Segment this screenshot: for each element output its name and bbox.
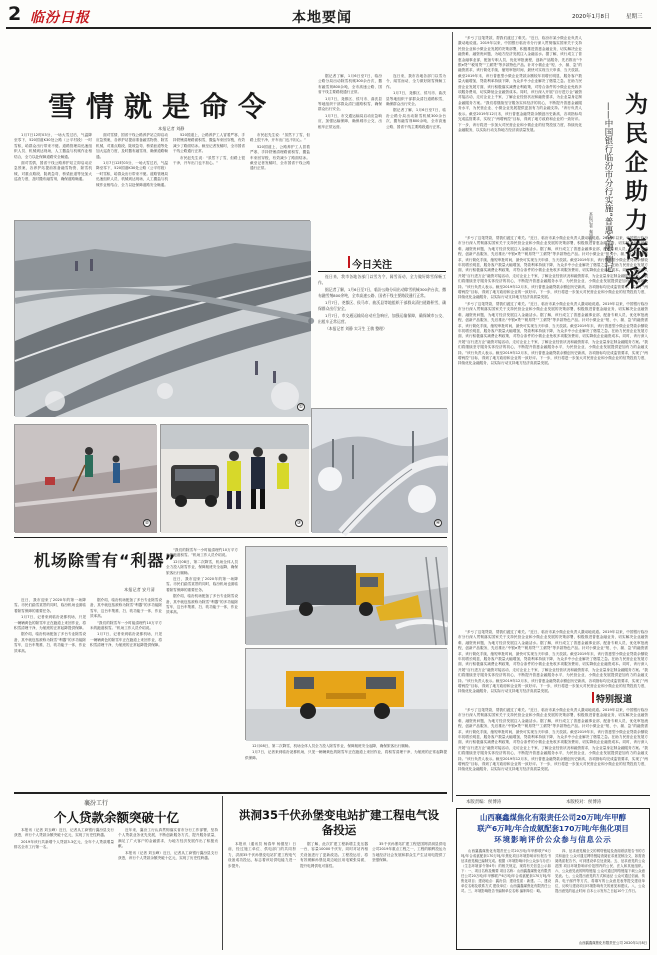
today-item: 1月7日，尧都区、侯马市、曲沃县等地组织干部群众清扫道路积雪，确保群众出行安全。 [318,300,446,311]
upper-mid-text-2: 连日来，我市各地各部门以雪为令，闻雪而动，全力做好除雪保畅工作。 1月7日，尧都区、侯马市、曲沃县等地组织干部群众清扫道路积雪，确保群众出行安全。 据记者了解，1月6日至7日，临汾公路分局出动除雪机械300余台次，撒布融雪剂800余吨，全市高速公路、国省干线主要路段通行正常。 [386,74,446,129]
page-editor: 本版责编：侯博涛 [466,800,502,805]
special-red-bar [592,692,594,703]
today-item: 据记者了解，1月6日至7日，临汾公路分局出动除雪机械300余台次，撒布融雪剂800余吨，全市高速公路、国省干线主要路段通行正常。 [318,287,446,298]
section-title: 本地要闻 [292,10,352,26]
highway-illustration [15,221,311,417]
snow-body-col4 [250,133,310,213]
divider [14,792,447,794]
notice-title-line3: 环境影响评价公众参与信息公示 [494,835,612,844]
machine-col2: 据介绍，临汾机场配备了多台专业除雪设备，其中就包括被称为除雪“利器”的多功能除雪车，这台车集推、扫、吹功能于一体，作业效率高。 “我们的除雪车一小时能清理约10万平方米的跑道积雪。”机场工作人员介绍说。 1月7日，记者来到临汾尧都机场，只见一辆辆黄色的除雪车正在跑道上来回作业，将积雪清理干净，为航班的正常起降提供保障。 [90,598,163,648]
bank-vertical-subhead: ——中国银行临汾市分行实施“普惠金融”侧记 [603,102,613,273]
bank-byline: 本报记者 秦旭红 [589,212,594,242]
snow-paragraph: 520国道上，公路养护工人冒着严寒，手持铁锹清理路面积雪，撒盐车来回穿梭，有效减少了路面结冰。截至记者发稿时，全市国省干线公路通行正常。 [173,133,245,154]
snow-paragraph: 面对雪情，国省干线公路养护站立即启动应急预案，各养护站提前准备融雪物资、除雪机械，对重点路段、陡坡急弯、桥梁匝道等处加大巡查力度，及时撒布融雪剂，确保道路畅通。 [96,133,168,159]
bank-body-main: “多亏了这笔贷款，帮我们渡过了难关。”近日，临汾市某小微企业负责人激动地说道。2019年以来，中国银行临汾市分行深入贯彻落实国家关于支持民营企业和小微企业发展的决策部署，积极推进普惠金融业务，切实解决企业融资难、融资贵问题，为地方经济发展注入金融活水。据了解，该行成立了普惠金融事业部，配备专职人员，优化审批流程，创新产品服务，先后推出“中银e贷”“税易贷”“工薪贷”等多款特色产品。针对小微企业“短、小、频、急”的融资需求，该行简化手续，缩短审批时间，最快可实现当天申请、当天放款。截至2019年末，该行普惠型小微企业贷款余额较年初增长明显，服务客户数量大幅增加，贷款利率持续下降，为众多中小企业解决了燃眉之急。在助力民营企业发展方面，该行积极落实减费让利政策，对符合条件的小微企业免收多项服务费用，切实降低企业融资成本。同时，该行深入开展“百行进万企”融资对接活动，走访企业上千家，了解企业经营状况和融资需求，为企业量身定制金融服务方案。“我们将继续坚守服务实体经济的初心，不断提升普惠金融服务水平，为民营企业、小微企业发展提供更加有力的金融支持。”该行负责人表示。截至2019年12月末，该行普惠金融贷款余额创历史新高，各项指标均完成监管要求，实现了“两增两控”目标，得到了地方政府和企业的一致好评。下一步，该行将进一步加大对民营企业和小微企业的信贷投放力度，持续优化金融服务，以实际行动支持地方经济高质量发展。 “多亏了这笔贷款，帮我们渡过了难关。”近日，临汾市某小微企业负责人激动地说道。2019年以来，中国银行临汾市分行深入贯彻落实国家关于支持民营企业和小微企业发展的决策部署，积极推进普惠金融业务，切实解决企业融资难、融资贵问题，为地方经济发展注入金融活水。据了解，该行成立了普惠金融事业部，配备专职人员，优化审批流程，创新产品服务，先后推出“中银e贷”“税易贷”“工薪贷”等多款特色产品。针对小微企业“短、小、频、急”的融资需求，该行简化手续，缩短审批时间，最快可实现当天申请、当天放款。截至2019年末，该行普惠型小微企业贷款余额较年初增长明显，服务客户数量大幅增加，贷款利率持续下降，为众多中小企业解决了燃眉之急。在助力民营企业发展方面，该行积极落实减费让利政策，对符合条件的小微企业免收多项服务费用，切实降低企业融资成本。同时，该行深入开展“百行进万企”融资对接活动，走访企业上千家，了解企业经营状况和融资需求，为企业量身定制金融服务方案。“我们将继续坚守服务实体经济的初心，不断提升普惠金融服务水平，为民营企业、小微企业发展提供更加有力的金融支持。”该行负责人表示。截至2019年12月末，该行普惠金融贷款余额创历史新高，各项指标均完成监管要求，实现了“两增两控”目标，得到了地方政府和企业的一致好评。下一步，该行将进一步加大对民营企业和小微企业的信贷投放力度，持续优化金融服务，以实际行动支持地方经济高质量发展。 [458,236,648,366]
photo-runway-vehicle [245,648,447,740]
machine-col4: 12月08日，第二次降雪，机场全体人员全力投入除雪作业，保障航班安全起降，确保旅客出行顺畅。 1月7日，记者来到临汾尧都机场，只见一辆辆黄色的除雪车正在跑道上来回作业，将积雪清理干净，为航班的正常起降提供保障。 [245,744,447,760]
today-focus-tag: 今日关注 [352,260,392,271]
power-body-1: 本报讯（通讯员 杨春华 杨德坚）日前，经过施工单位、供电部门的共同努力，洪洞35千伏孙堡变电站扩建工程电气设备成功投运，标志着该站供电能力进一步提升。 [228,842,296,868]
machine-col3: “我们的除雪车一小时能清理约10万平方米的跑道积雪。”机场工作人员介绍说。 12月08日，第二次降雪，机场全体人员全力投入除雪作业，保障航班安全起降，确保旅客出行顺畅。 近日，我市迎来了2020年的第一场降雪。市民们踏雪赏景的同时，临汾机场也面临着除雪保障的重要任务。 据介绍，临汾机场配备了多台专业除雪设备，其中就包括被称为除雪“利器”的多功能除雪车，这台车集推、扫、吹功能于一体，作业效率高。 [166,548,239,615]
photo-number: ③ [296,520,302,526]
today-item: （本报记者 刘静 实习生 王敏 整理） [325,326,387,331]
vertical-divider [222,796,223,950]
photo-street-sweeping [14,424,156,532]
snow-byline: 本报记者 刘静 [158,126,185,131]
divider [456,795,650,796]
notice-title-line1: 山西襄鑫煤焦化有限责任公司20万吨/年甲醇 [479,813,627,822]
snow-paragraph: 市民赵先生说：“虽然下了雪，但路上很干净，开车出门也不担心。” [250,133,310,143]
hill-road-illustration [312,409,448,533]
machine-byline: 本报记者 安月清 [124,587,155,592]
photo-car-pushing [160,424,308,532]
machine-headline: 机场除雪有“利器” [34,551,177,570]
notice-title-line2: 联产6万吨/年合成氨配套170万吨/年焦化项目 [477,824,629,833]
masthead [6,4,651,26]
divider [14,537,447,538]
bank-body-tail: “多亏了这笔贷款，帮我们渡过了难关。”近日，临汾市某小微企业负责人激动地说道。2019年以来，中国银行临汾市分行深入贯彻落实国家关于支持民营企业和小微企业发展的决策部署，积极推进普惠金融业务，切实解决企业融资难、融资贵问题，为地方经济发展注入金融活水。据了解，该行成立了普惠金融事业部，配备专职人员，优化审批流程，创新产品服务，先后推出“中银e贷”“税易贷”“工薪贷”等多款特色产品。针对小微企业“短、小、频、急”的融资需求，该行简化手续，缩短审批时间，最快可实现当天申请、当天放款。截至2019年末，该行普惠型小微企业贷款余额较年初增长明显，服务客户数量大幅增加，贷款利率持续下降，为众多中小企业解决了燃眉之急。在助力民营企业发展方面，该行积极落实减费让利政策，对符合条件的小微企业免收多项服务费用，切实降低企业融资成本。同时，该行深入开展“百行进万企”融资对接活动，走访企业上千家，了解企业经营状况和融资需求，为企业量身定制金融服务方案。“我们将继续坚守服务实体经济的初心，不断提升普惠金融服务水平，为民营企业、小微企业发展提供更加有力的金融支持。”该行负责人表示。截至2019年12月末，该行普惠金融贷款余额创历史新高，各项指标均完成监管要求，实现了“两增两控”目标，得到了地方政府和企业的一致好评。下一步，该行将进一步加大对民营企业和小微企业的信贷投放力度，持续优化金融服务，以实际行动支持地方经济高质量发展。 [458,708,648,772]
special-report-tag: 特别报道 [596,695,633,705]
snow-paragraph: 1月7日12时03分，一场大雪过后，气温降至零下，520国道K30处公路（公平村段）一时雪积，给群众出行带来不便。道路管理局迅速组织人员、机械到达现场，人工撒盐与机械作业相结合，全力以赴保障道路安全畅通。 [96,161,168,187]
snow-headline: 雪情就是命令 [48,90,277,123]
loan-body-1: 本报讯（记者 刘玉峰）近日，记者从工商银行襄汾县支行获悉，该行个人贷款余额突破十亿元，实现了历史性跨越。 2019年该行共新增个人贷款3.3亿元，全年个人贷款增量排名全市工行第一名。 [14,828,114,850]
snow-body-col3 [173,133,245,213]
power-body-2: 据了解，此次扩建工程新增主变压器一台，容量10000千伏安，同时对站内相关设备进行了更新改造。工程投运后，将有效缓解孙堡及周边地区用电紧张局面，提升电网供电可靠性。 [300,842,368,868]
today-rule [318,271,446,272]
bank-body-end: “多亏了这笔贷款，帮我们渡过了难关。”近日，临汾市某小微企业负责人激动地说道。2019年以来，中国银行临汾市分行深入贯彻落实国家关于支持民营企业和小微企业发展的决策部署，积极推进普惠金融业务，切实解决企业融资难、融资贵问题，为地方经济发展注入金融活水。据了解，该行成立了普惠金融事业部，配备专职人员，优化审批流程，创新产品服务，先后推出“中银e贷”“税易贷”“工薪贷”等多款特色产品。针对小微企业“短、小、频、急”的融资需求，该行简化手续，缩短审批时间，最快可实现当天申请、当天放款。截至2019年末，该行普惠型小微企业贷款余额较年初增长明显，服务客户数量大幅增加，贷款利率持续下降，为众多中小企业解决了燃眉之急。在助力民营企业发展方面，该行积极落实减费让利政策，对符合条件的小微企业免收多项服务费用，切实降低企业融资成本。同时，该行深入开展“百行进万企”融资对接活动，走访企业上千家，了解企业经营状况和融资需求，为企业量身定制金融服务方案。“我们将继续坚守服务实体经济的初心，不断提升普惠金融服务水平，为民营企业、小微企业发展提供更加有力的金融支持。”该行负责人表示。截至2019年12月末，该行普惠金融贷款余额创历史新高，各项指标均完成监管要求，实现了“两增两控”目标，得到了地方政府和企业的一致好评。下一步，该行将进一步加大对民营企业和小微企业的信贷投放力度，持续优化金融服务，以实际行动支持地方经济高质量发展。 [458,630,648,694]
page-proofreader: 本版校对：侯博涛 [566,800,602,805]
power-headline: 洪洞35千伏孙堡变电站扩建工程电气设备投运 [238,808,439,837]
runway-vehicle-illustration [246,649,448,741]
today-item: 连日来，我市各地各部门以雪为令，闻雪而动，全力做好除雪保畅工作。 [318,274,446,285]
issue-weekday: 星期三 [626,14,643,20]
loan-headline: 个人贷款余额突破十亿 [54,810,180,825]
public-notice-box [456,808,650,950]
photo-snowy-highway [14,220,310,416]
today-red-bar [348,256,350,268]
masthead-rule [6,27,651,29]
bank-body-top: “多亏了这笔贷款，帮我们渡过了难关。”近日，临汾市某小微企业负责人激动地说道。2019年以来，中国银行临汾市分行深入贯彻落实国家关于支持民营企业和小微企业发展的决策部署，积极推进普惠金融业务，切实解决企业融资难、融资贵问题，为地方经济发展注入金融活水。据了解，该行成立了普惠金融事业部，配备专职人员，优化审批流程，创新产品服务，先后推出“中银e贷”“税易贷”“工薪贷”等多款特色产品。针对小微企业“短、小、频、急”的融资需求，该行简化手续，缩短审批时间，最快可实现当天申请、当天放款。截至2019年末，该行普惠型小微企业贷款余额较年初增长明显，服务客户数量大幅增加，贷款利率持续下降，为众多中小企业解决了燃眉之急。在助力民营企业发展方面，该行积极落实减费让利政策，对符合条件的小微企业免收多项服务费用，切实降低企业融资成本。同时，该行深入开展“百行进万企”融资对接活动，走访企业上千家，了解企业经营状况和融资需求，为企业量身定制金融服务方案。“我们将继续坚守服务实体经济的初心，不断提升普惠金融服务水平，为民营企业、小微企业发展提供更加有力的金融支持。”该行负责人表示。截至2019年12月末，该行普惠金融贷款余额创历史新高，各项指标均完成监管要求，实现了“两增两控”目标，得到了地方政府和企业的一致好评。下一步，该行将进一步加大对民营企业和小微企业的信贷投放力度，持续优化金融服务，以实际行动支持地方经济高质量发展。 [458,36,582,132]
snowplow-illustration [246,547,448,645]
snow-body-col1 [14,133,92,213]
upper-mid-text: 据记者了解，1月6日至7日，临汾公路分局出动除雪机械300余台次，撒布融雪剂800余吨，全市高速公路、国省干线主要路段通行正常。 1月7日，尧都区、侯马市、曲沃县等地组织干部群众清扫道路积雪，确保群众出行安全。 1月7日，市交通运输局启动应急响应，加强运输保障，确保城市公交、出租车正常运营。 [318,74,382,129]
photo-number: ① [298,404,304,410]
notice-footer: 山西襄鑫煤焦化有限责任公司 2020年1月8日 [578,941,647,945]
snow-paragraph: 面对雪情，国省干线公路养护站立即启动应急预案，各养护站提前准备融雪物资、除雪机械，对重点路段、陡坡急弯、桥梁匝道等处加大巡查力度，及时撒布融雪剂，确保道路畅通。 [14,161,92,182]
snow-paragraph: 市民赵先生说：“虽然下了雪，但路上很干净，开车出门也不担心。” [173,155,245,166]
photo-number: ④ [435,520,441,526]
snow-body-col2 [96,133,168,213]
sweeping-illustration [15,425,157,533]
page-number: 2 [8,3,22,25]
snow-paragraph: 1月7日12时03分，一场大雪过后，气温降至零下，520国道K30处公路（公平村段）一时雪积，给群众出行带来不便。道路管理局迅速组织人员、机械到达现场，人工撒盐与机械作业相结合，全力以赴保障道路安全畅通。 [14,133,92,159]
notice-body-right: 四、征求意见稿全文的网络链接及查阅纸质报告书的方式和途径 公众可通过网络链接查阅征求意见稿全文，如需查阅纸质报告书，可到建设单位处查阅。五、征求意见的公众范围 项目环境影响评价范围内的公民、法人和其他组织。六、公众意见表的网络链接 公众可通过网络链接下载公众意见表。七、公众提出意见的方式和途径 公众可通过信函、传真、电子邮件等方式，将填写的公众意见表等提交建设单位，反映与建设项目环境影响有关的意见和建议。八、公众提出意见的起止时间 自本公示发布之日起10个工作日。 [555,849,645,893]
bank-vertical-headline: 为民企助力添彩 [621,92,647,295]
power-body-3: 35千伏孙堡站扩建工程是国网洪洞县供电公司2019年重点工程之一，工程的顺利投运为当地经济社会发展和群众生产生活用电提供了坚强保障。 [372,842,446,863]
snow-paragraph: 520国道上，公路养护工人冒着严寒，手持铁锹清理路面积雪，撒盐车来回穿梭，有效减少了路面结冰。截至记者发稿时，全市国省干线公路通行正常。 [250,144,310,171]
vertical-divider [452,32,453,802]
loan-kicker: 襄汾工行 [84,800,109,807]
car-push-illustration [161,425,309,533]
photo-snowy-hill-road [311,408,447,532]
today-item: 1月7日，市交通运输局启动应急响应，加强运输保障，确保城市公交、出租车正常运营。 [318,313,446,324]
paper-name: 临汾日报 [30,10,90,26]
photo-snowplow-truck [245,546,447,644]
notice-body-left: 山西襄鑫煤焦化有限责任公司20万吨/年甲醇联产6万吨/年合成氨配套170万吨/年焦化项目环境影响评价报告书征求意见稿已编制完成。根据《环境影响评价公众参与办法》（生态环境部令第4号）的相关规定，现将有关信息公示如下：一、项目名称及概要 项目名称：山西襄鑫煤焦化有限责任公司20万吨/年甲醇联产6万吨/年合成氨配套170万吨/年焦化项目；建设地点：襄汾县；建设性质：新建。二、建设单位名称及联系方式 建设单位：山西襄鑫煤焦化有限责任公司。三、环境影响报告书编制单位名称 编制单位：略。 [461,849,551,893]
issue-date: 2020年1月8日 [572,14,610,20]
today-focus-body [318,274,446,409]
photo-number: ② [144,520,150,526]
loan-body-2: 近年来，襄汾工行认真贯彻落实省市分行工作部署，坚持个人贷款业务优先发展，不断创新服务方式，提升服务质量，满足了广大客户的金融需求，为地方经济发展作出了积极贡献。 本报讯（记者 刘玉峰）近日，记者从工商银行襄汾县支行获悉，该行个人贷款余额突破十亿元，实现了历史性跨越。 [118,828,218,861]
machine-col1: 近日，我市迎来了2020年的第一场降雪。市民们踏雪赏景的同时，临汾机场也面临着除雪保障的重要任务。 1月7日，记者来到临汾尧都机场，只见一辆辆黄色的除雪车正在跑道上来回作业，将积雪清理干净，为航班的正常起降提供保障。 据介绍，临汾机场配备了多台专业除雪设备，其中就包括被称为除雪“利器”的多功能除雪车，这台车集推、扫、吹功能于一体，作业效率高。 [14,598,87,653]
